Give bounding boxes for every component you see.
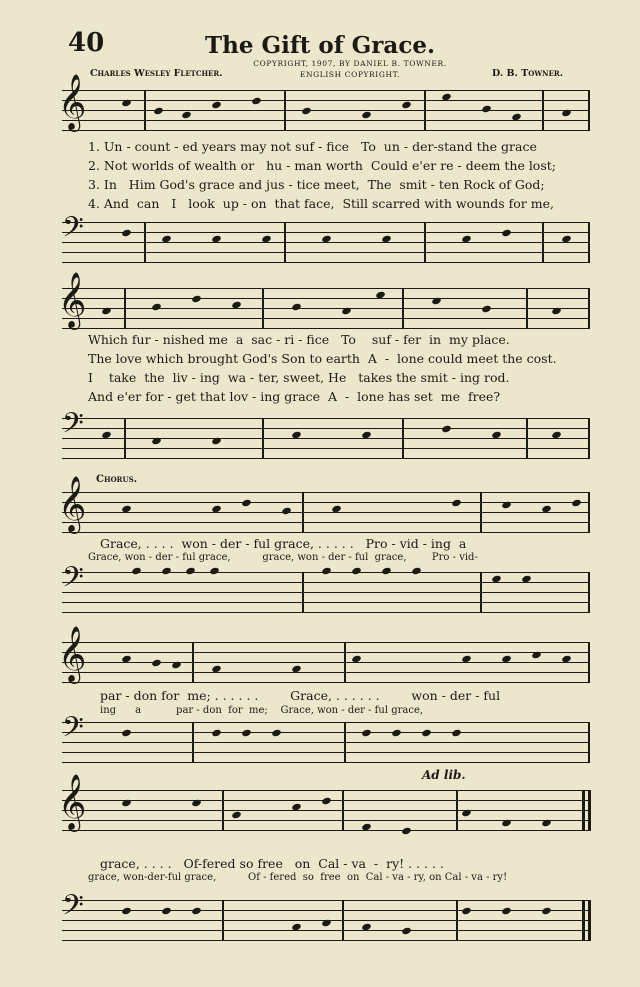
chorus-2-echo-lyrics: ing a par - don for me; Grace, won - der - ful grace, — [100, 705, 424, 716]
composer-credit: D. B. Towner. — [492, 68, 564, 79]
copyright-line-1: COPYRIGHT, 1907, BY DANIEL B. TOWNER. — [253, 59, 447, 68]
ad-lib-marking: Ad lib. — [422, 768, 466, 782]
treble-clef-icon: 𝄞 — [58, 272, 87, 328]
verse-1-line-2: Which fur - nished me a sac - ri - fice To suf - fer in my place. — [88, 332, 510, 347]
verse-4-line-1: 4. And can I look up - on that face, Still scarred with wounds for me, — [88, 196, 554, 211]
bass-clef-icon: 𝄢 — [62, 211, 84, 251]
verse-2-line-1: 2. Not worlds of wealth or hu - man worth Could e'er re - deem the lost; — [88, 158, 556, 173]
staff-system-2-bass — [62, 407, 590, 458]
verse-1-line-1: 1. Un - count - ed years may not suf - fice To un - der-stand the grace — [88, 139, 537, 154]
page-number: 40 — [68, 28, 105, 58]
staff-system-1-bass — [62, 211, 590, 262]
chorus-3-echo-lyrics: grace, won-der-ful grace, Of - fered so free on Cal - va - ry, on Cal - va - ry! — [88, 872, 508, 883]
staff-system-4-bass — [62, 711, 590, 762]
bass-clef-icon: 𝄢 — [62, 561, 84, 601]
chorus-3-main-lyrics: grace, . . . . Of-fered so free on Cal - va - ry! . . . . . — [100, 856, 444, 871]
bass-clef-icon: 𝄢 — [62, 407, 84, 447]
treble-clef-icon: 𝄞 — [58, 74, 87, 130]
chorus-1-main-lyrics: Grace, . . . . won - der - ful grace, . . . . . Pro - vid - ing a — [100, 536, 467, 551]
verse-3-line-2: I take the liv - ing wa - ter, sweet, He takes the smit - ing rod. — [88, 370, 510, 385]
verse-4-line-2: And e'er for - get that lov - ing grace A - lone has set me free? — [88, 389, 501, 404]
staff-system-3-bass — [62, 561, 590, 612]
bass-clef-icon: 𝄢 — [62, 711, 84, 751]
treble-clef-icon: 𝄞 — [58, 476, 87, 532]
staff-system-5-bass — [62, 889, 590, 940]
chorus-label: Chorus. — [96, 474, 138, 485]
staff-system-4-treble — [58, 626, 590, 682]
verse-2-line-2: The love which brought God's Son to earth A - lone could meet the cost. — [88, 351, 557, 366]
copyright-notice — [250, 58, 450, 80]
chorus-1-echo-lyrics: Grace, won - der - ful grace, grace, won - der - ful grace, Pro - vid- — [88, 552, 478, 563]
staff-system-2-treble — [58, 272, 590, 328]
copyright-line-2: ENGLISH COPYRIGHT. — [299, 70, 401, 79]
lyricist-credit: Charles Wesley Fletcher. — [90, 68, 223, 79]
hymn-title: The Gift of Grace. — [205, 32, 435, 59]
bass-clef-icon: 𝄢 — [62, 889, 84, 929]
verse-3-line-1: 3. In Him God's grace and jus - tice meet, The smit - ten Rock of God; — [88, 177, 545, 192]
treble-clef-icon: 𝄞 — [58, 774, 87, 830]
treble-clef-icon: 𝄞 — [58, 626, 87, 682]
chorus-2-main-lyrics: par - don for me; . . . . . . Grace, . . . . . . won - der - ful — [100, 688, 501, 703]
